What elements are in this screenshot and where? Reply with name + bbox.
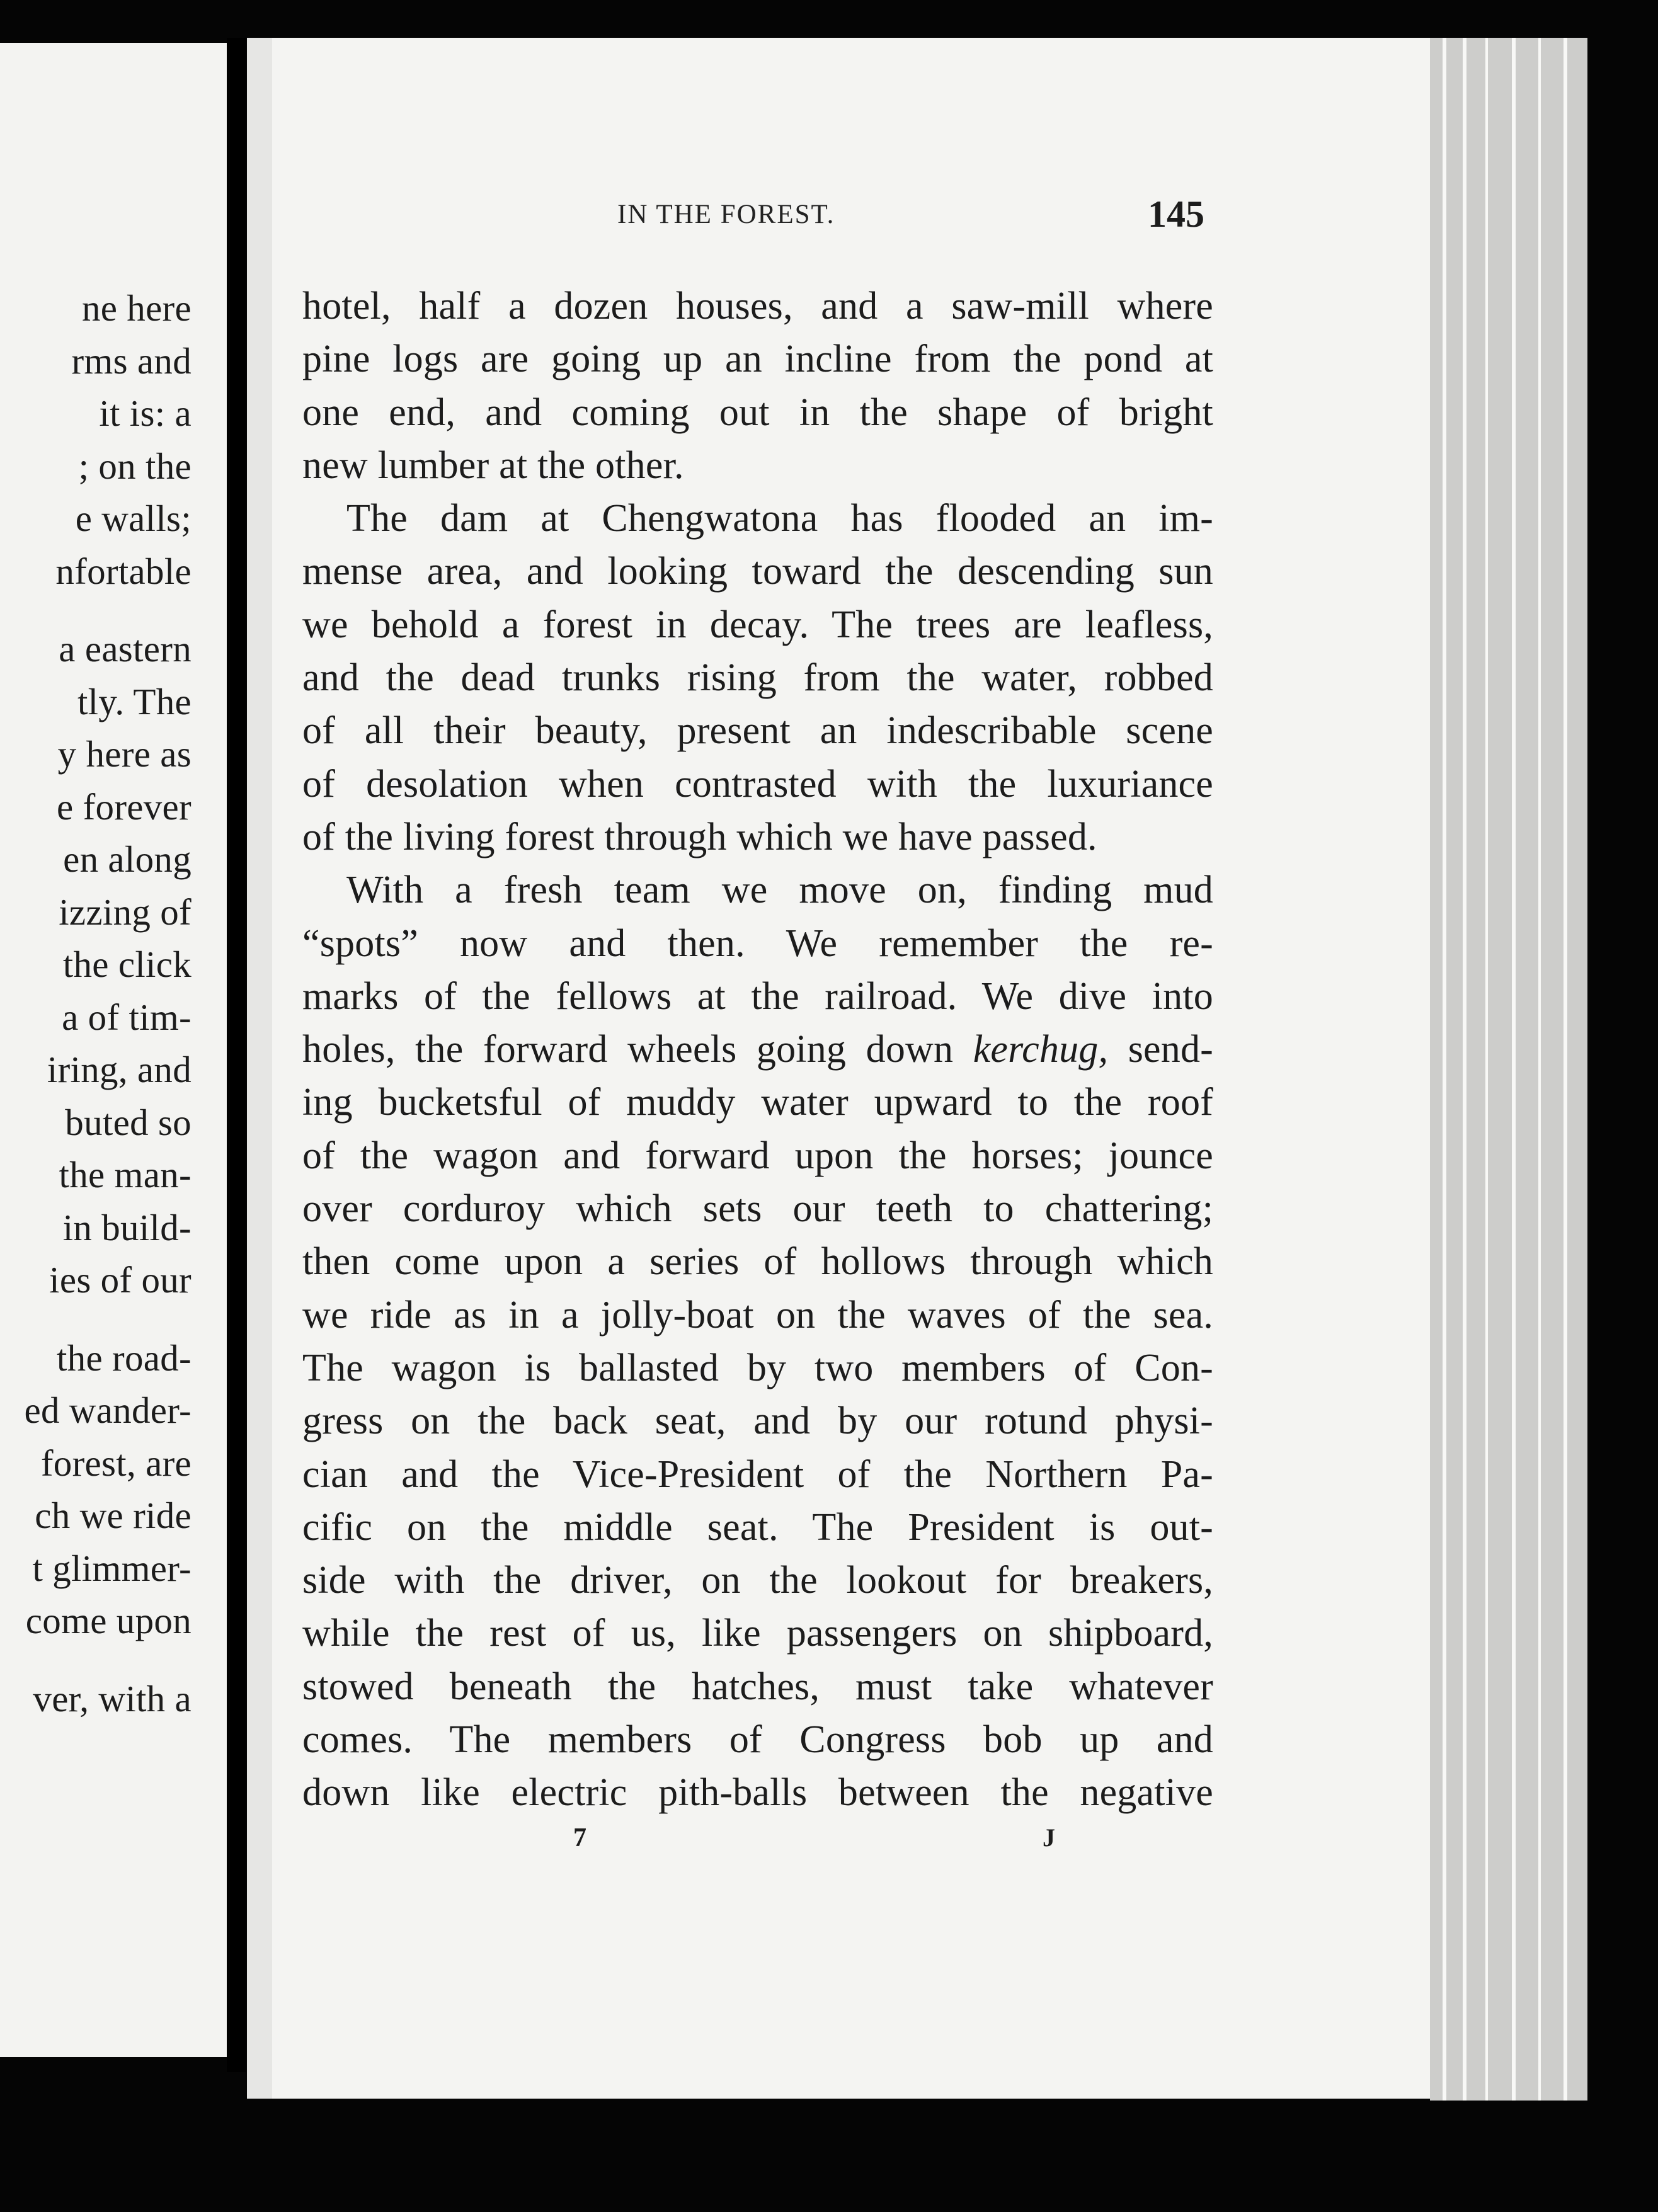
text-line: new lumber at the other.: [302, 443, 684, 487]
text-line: gress on the back seat, and by our rotund physi-: [302, 1400, 1213, 1443]
text-line: of the living forest through which we have passed.: [302, 815, 1097, 858]
left-page-line: buted so: [65, 1101, 192, 1143]
left-page-line: iring, and: [47, 1049, 192, 1090]
text-line: of all their beauty, present an indescribable scene: [302, 709, 1213, 753]
left-page-line: ch we ride: [35, 1495, 192, 1536]
left-page: [0, 43, 234, 2057]
page-edge-line: [1564, 38, 1567, 2101]
text-line: cific on the middle seat. The President is out-: [302, 1505, 1213, 1549]
body-text: [302, 280, 1213, 1820]
left-page-line: rms and: [71, 339, 192, 382]
text-line: With a fresh team we move on, finding mud: [346, 869, 1213, 912]
left-page-line: it is: a: [99, 392, 192, 434]
left-page-line: ed wander-: [24, 1389, 192, 1431]
left-page-line: [24, 1648, 192, 1673]
text-line: while the rest of us, like passengers on shipboard,: [302, 1612, 1213, 1655]
left-page-line: a of tim-: [62, 996, 192, 1038]
left-page-line: ne here: [81, 287, 192, 329]
running-head: IN THE FOREST.: [617, 200, 835, 229]
left-page-line: the click: [62, 944, 192, 985]
signature-mark-right: J: [1043, 1823, 1055, 1852]
text-line: cian and the Vice-President of the Northern Pa-: [302, 1452, 1213, 1496]
text-line: [302, 1023, 1213, 1076]
left-page-line: t glimmer-: [32, 1547, 192, 1589]
text-line: we behold a forest in decay. The trees are leafless,: [302, 603, 1213, 646]
text-line: over corduroy which sets our teeth to chattering;: [302, 1187, 1213, 1231]
page-edge-line: [1538, 38, 1541, 2101]
text-line: and the dead trunks rising from the water, robbed: [302, 656, 1213, 700]
text-line: down like electric pith-balls between the negative: [302, 1771, 1213, 1815]
text-line: side with the driver, on the lookout for breakers,: [302, 1559, 1213, 1602]
left-page-line: e forever: [57, 785, 192, 828]
text-line: comes. The members of Congress bob up and: [302, 1718, 1213, 1762]
left-page-line: ies of our: [49, 1259, 192, 1301]
left-page-line: [24, 598, 192, 623]
text-line: pine logs are going up an incline from the pond at: [302, 338, 1213, 381]
text-line: mense area, and looking toward the descending sun: [302, 550, 1213, 593]
left-page-line: nfortable: [55, 550, 192, 592]
page-edge-line: [1463, 38, 1466, 2101]
page-edge-line: [1485, 38, 1488, 2101]
text-line: of desolation when contrasted with the luxuriance: [302, 762, 1213, 806]
left-page-line: the man-: [59, 1154, 192, 1195]
text-line: we ride as in a jolly-boat on the waves of the sea.: [302, 1293, 1213, 1337]
left-page-line: a eastern: [59, 628, 192, 670]
text-segment: send-: [1108, 1028, 1213, 1071]
left-page-line: ; on the: [78, 445, 192, 487]
signature-mark-left: 7: [573, 1823, 586, 1852]
text-line: of the wagon and forward upon the horses; jounce: [302, 1134, 1213, 1177]
left-page-line: come upon: [25, 1600, 192, 1641]
left-page-text: [24, 282, 192, 1725]
left-page-line: tly. The: [77, 680, 192, 722]
text-segment: holes, the forward wheels going down: [302, 1028, 973, 1071]
left-page-line: en along: [63, 838, 192, 880]
text-line: The wagon is ballasted by two members of Con-: [302, 1346, 1213, 1389]
page-edge-line: [1443, 38, 1446, 2101]
left-page-line: forest, are: [40, 1442, 192, 1484]
left-page-line: [24, 1307, 192, 1332]
text-line: stowed beneath the hatches, must take whatever: [302, 1665, 1213, 1708]
text-line: “spots” now and then. We remember the re-: [302, 921, 1213, 965]
text-line: The dam at Chengwatona has flooded an im-: [346, 497, 1213, 540]
italic-word: kerchug,: [973, 1028, 1109, 1071]
left-page-line: izzing of: [59, 891, 192, 933]
text-line: then come upon a series of hollows through which: [302, 1240, 1213, 1284]
page-edges: [1430, 38, 1587, 2101]
book-gutter: [227, 38, 246, 2072]
left-page-line: the road-: [56, 1337, 192, 1379]
page-edge-line: [1512, 38, 1516, 2101]
text-line: ing bucketsful of muddy water upward to the roof: [302, 1081, 1213, 1124]
page-number: 145: [1148, 193, 1204, 235]
left-page-line: y here as: [57, 733, 192, 775]
text-line: one end, and coming out in the shape of bright: [302, 391, 1213, 434]
left-page-line: in build-: [62, 1206, 192, 1248]
left-page-line: e walls;: [75, 498, 192, 539]
left-page-line: ver, with a: [33, 1677, 192, 1719]
text-line: marks of the fellows at the railroad. We dive into: [302, 974, 1213, 1018]
text-line: hotel, half a dozen houses, and a saw-mill where: [302, 285, 1213, 328]
